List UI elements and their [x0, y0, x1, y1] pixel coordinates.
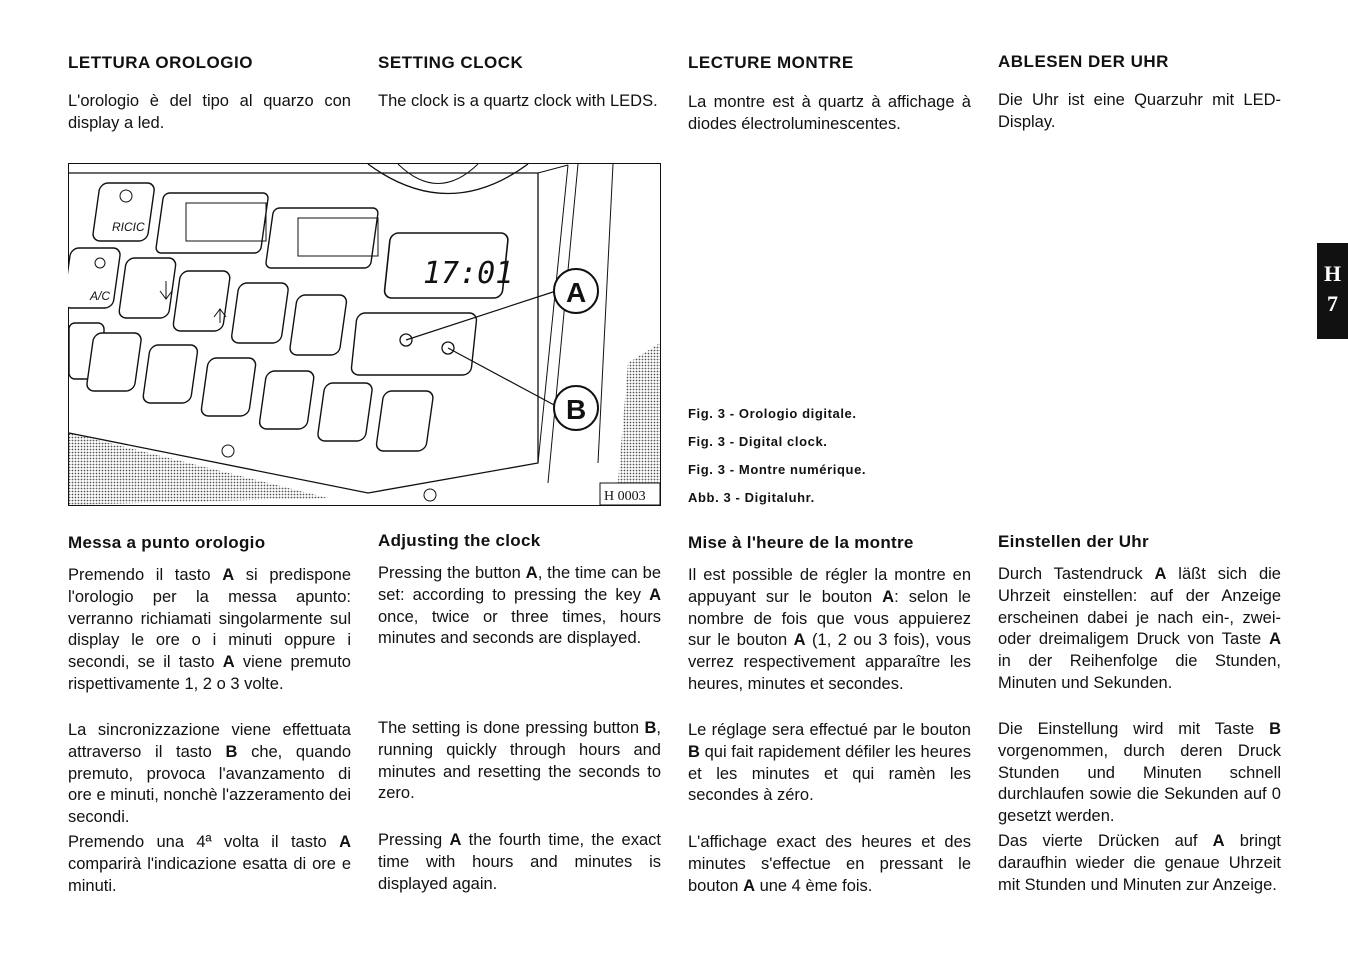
heading-fr: LECTURE MONTRE — [688, 53, 854, 72]
clock-illustration — [68, 163, 661, 506]
caption-en: Fig. 3 - Digital clock. — [688, 434, 828, 449]
heading-it: LETTURA OROLOGIO — [68, 53, 253, 72]
caption-fr: Fig. 3 - Montre numérique. — [688, 462, 867, 477]
paragraph-fr-2: Le réglage sera effectué par le bouton B qui fait rapidement défiler les heures et les minutes et qui ramèn les secondes à zéro. — [688, 721, 971, 805]
paragraph-it-1: Premendo il tasto A si predispone l'orologio per la messa apunto: verranno richiamati singolarmente sul display le ore o i minuti oppure i secondi, se il tasto A viene premuto rispettivamente 1, 2 o 3 volte. — [68, 566, 351, 693]
intro-it: L'orologio è del tipo al quarzo con display a led. — [68, 92, 351, 132]
subheading-en: Adjusting the clock — [378, 531, 541, 550]
paragraph-fr-3: L'affichage exact des heures et des minutes s'effectue en pressant le bouton A une 4 ème fois. — [688, 833, 971, 895]
section-tab — [1317, 243, 1348, 339]
label-a: A — [566, 277, 587, 308]
intro-en: The clock is a quartz clock with LEDS. — [378, 92, 658, 110]
paragraph-en-1: Pressing the button A, the time can be set: according to pressing the key A once, twice or three times, hours minutes and seconds are displayed. — [378, 564, 661, 648]
heading-en: SETTING CLOCK — [378, 53, 524, 72]
paragraph-de-2: Die Einstellung wird mit Taste B vorgenommen, durch deren Druck Stunden und Minuten schnell durchlaufen sowie die Sekunden auf 0 gesetzt werden. — [998, 720, 1281, 826]
tab-letter: H — [1323, 261, 1342, 286]
paragraph-it-2: La sincronizzazione viene effettuata attraverso il tasto B che, quando premuto, provoca l'avanzamento di ore e minuti, nonchè l'azzeramento dei secondi. — [68, 721, 351, 827]
paragraph-en-2: The setting is done pressing button B, running quickly through hours and minutes and resetting the seconds to zero. — [378, 719, 661, 803]
subheading-de: Einstellen der Uhr — [998, 532, 1149, 551]
tab-number: 7 — [1327, 291, 1338, 316]
subheading-fr: Mise à l'heure de la montre — [688, 533, 914, 552]
caption-it: Fig. 3 - Orologio digitale. — [688, 406, 857, 421]
intro-de: Die Uhr ist eine Quarzuhr mit LED-Display. — [998, 91, 1281, 131]
paragraph-de-1: Durch Tastendruck A läßt sich die Uhrzeit einstellen: auf der Anzeige erscheinen dabei je nach ein-, zwei- oder dreimaligem Druck von Taste A in der Reihenfolge die Stunden, Minuten und Sekunden. — [998, 565, 1281, 692]
paragraph-fr-1: Il est possible de régler la montre en appuyant sur le bouton A: selon le nombre de fois que vous appuierez sur le bouton A (1, 2 ou 3 fois), vous verrez respectivement apparaître les heures, minutes et secondes. — [688, 566, 971, 693]
intro-fr: La montre est à quartz à affichage à diodes électroluminescentes. — [688, 93, 971, 133]
paragraph-de-3: Das vierte Drücken auf A bringt daraufhin wieder die genaue Uhrzeit mit Stunden und Minuten zur Anzeige. — [998, 832, 1281, 894]
heading-de: ABLESEN DER UHR — [998, 52, 1169, 71]
subheading-it: Messa a punto orologio — [68, 533, 266, 552]
figure-code: H 0003 — [604, 489, 646, 504]
clock-figure — [68, 163, 661, 506]
paragraph-en-3: Pressing A the fourth time, the exact time with hours and minutes is displayed again. — [378, 831, 661, 893]
label-b: B — [566, 394, 587, 425]
ricic-label: RICIC — [112, 220, 145, 234]
caption-de: Abb. 3 - Digitaluhr. — [688, 490, 815, 505]
paragraph-it-3: Premendo una 4ª volta il tasto A comparirà l'indicazione esatta di ore e minuti. — [68, 833, 351, 895]
clock-display: 17:01 — [423, 256, 514, 291]
ac-label: A/C — [90, 289, 111, 303]
